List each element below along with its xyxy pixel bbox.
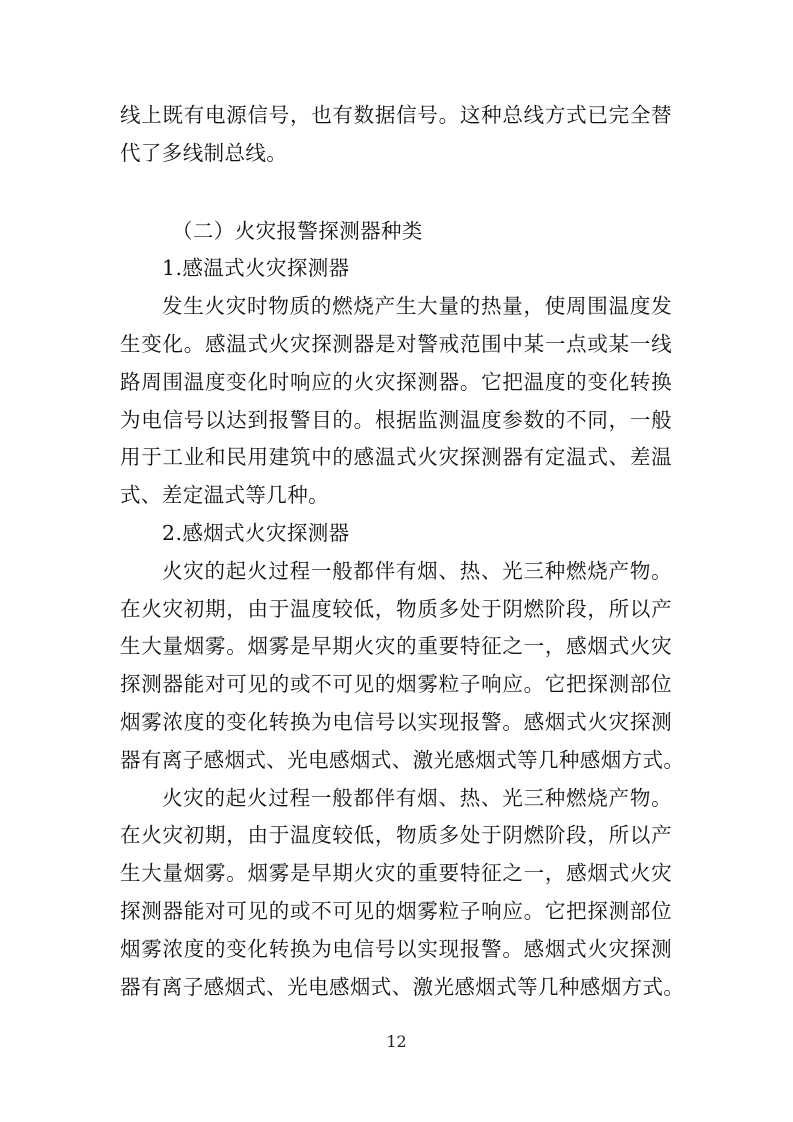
text-line: 在火灾初期，由于温度较低，物质多处于阴燃阶段，所以产 bbox=[120, 596, 672, 621]
text-line: 发生火灾时物质的燃烧产生大量的热量，使周围温度发 bbox=[162, 294, 672, 319]
page-number: 12 bbox=[386, 1032, 407, 1051]
subsection-title-smoke: 2.感烟式火灾探测器 bbox=[162, 520, 350, 545]
text-line: 线上既有电源信号，也有数据信号。这种总线方式已完全替 bbox=[120, 103, 672, 127]
intro-paragraph bbox=[120, 97, 672, 173]
text-line: 火灾的起火过程一般都伴有烟、热、光三种燃烧产物。 bbox=[162, 558, 672, 583]
text-line: 生大量烟雾。烟雾是早期火灾的重要特征之一，感烟式火灾 bbox=[120, 634, 672, 659]
text-line: 烟雾浓度的变化转换为电信号以实现报警。感烟式火灾探测 bbox=[120, 936, 672, 961]
text-line: 生变化。感温式火灾探测器是对警戒范围中某一点或某一线 bbox=[120, 331, 672, 356]
text-line: 器有离子感烟式、光电感烟式、激光感烟式等几种感烟方式。 bbox=[120, 974, 685, 999]
subsection-title-thermal: 1.感温式火灾探测器 bbox=[162, 256, 350, 281]
text-line: 器有离子感烟式、光电感烟式、激光感烟式等几种感烟方式。 bbox=[120, 747, 685, 772]
text-line: 式、差定温式等几种。 bbox=[120, 483, 329, 508]
text-line: 为电信号以达到报警目的。根据监测温度参数的不同，一般 bbox=[120, 407, 672, 432]
text-line: 代了多线制总线。 bbox=[120, 140, 288, 165]
text-line: 探测器能对可见的或不可见的烟雾粒子响应。它把探测部位 bbox=[120, 672, 672, 697]
text-line: 烟雾浓度的变化转换为电信号以实现报警。感烟式火灾探测 bbox=[120, 709, 672, 734]
spacer bbox=[120, 173, 672, 213]
smoke-detector-paragraph-1 bbox=[120, 553, 685, 780]
smoke-detector-paragraph-2 bbox=[120, 780, 685, 1007]
text-line: 用于工业和民用建筑中的感温式火灾探测器有定温式、差温 bbox=[120, 445, 672, 470]
text-line: 生大量烟雾。烟雾是早期火灾的重要特征之一，感烟式火灾 bbox=[120, 861, 672, 886]
section-heading: （二）火灾报警探测器种类 bbox=[172, 218, 423, 243]
text-line: 路周围温度变化时响应的火灾探测器。它把温度的变化转换 bbox=[120, 369, 672, 394]
text-line: 探测器能对可见的或不可见的烟雾粒子响应。它把探测部位 bbox=[120, 898, 672, 923]
thermal-detector-paragraph bbox=[120, 288, 672, 515]
document-page bbox=[120, 97, 685, 1006]
text-line: 火灾的起火过程一般都伴有烟、热、光三种燃烧产物。 bbox=[162, 785, 672, 810]
text-line: 在火灾初期，由于温度较低，物质多处于阴燃阶段，所以产 bbox=[120, 823, 672, 848]
